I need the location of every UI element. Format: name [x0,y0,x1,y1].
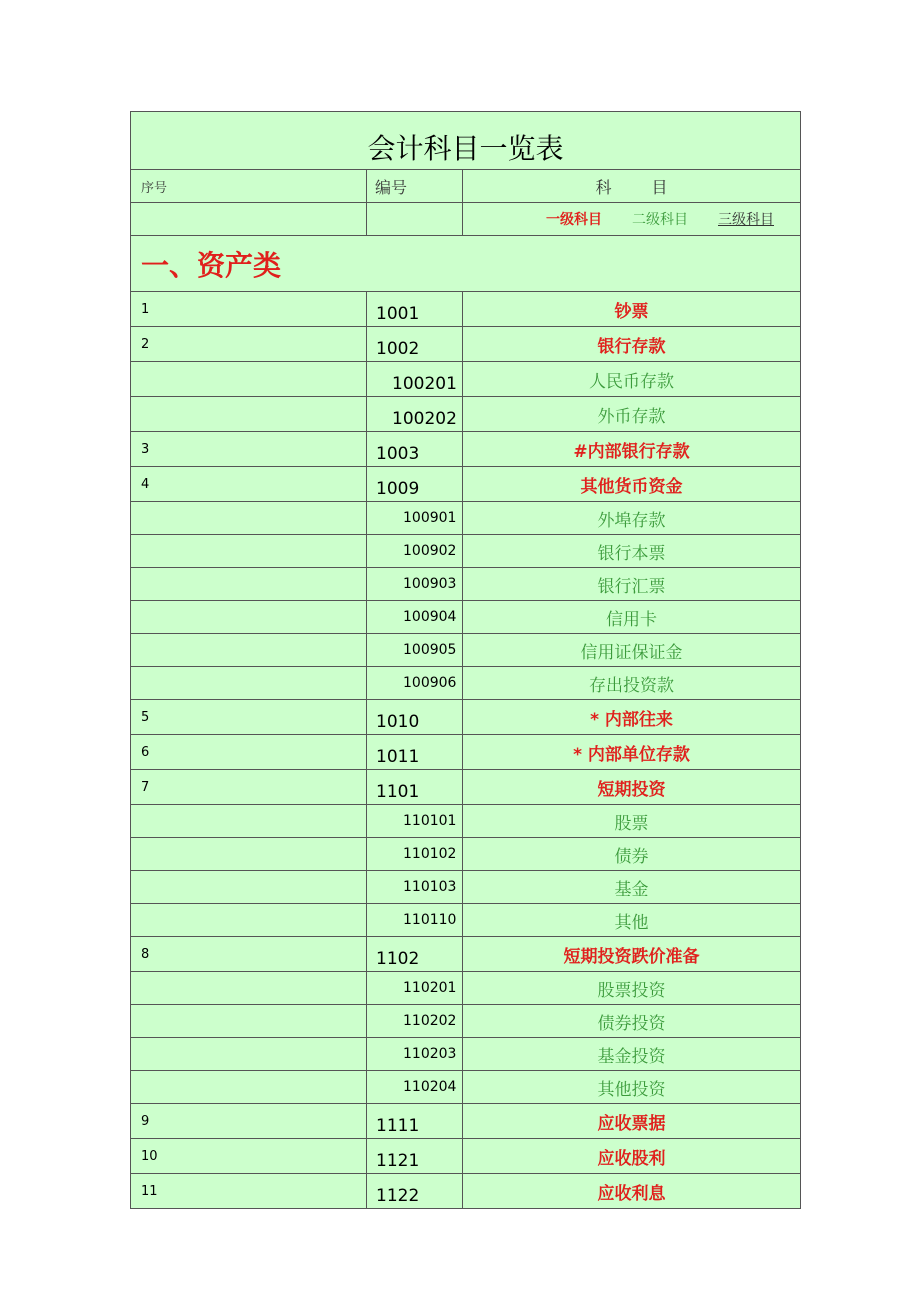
row-seq [131,667,367,700]
row-name: * 内部单位存款 [463,735,801,770]
row-code: 1003 [367,432,463,467]
row-code: 110201 [367,972,463,1005]
row-name: 银行本票 [463,535,801,568]
legend-level1: 一级科目 [546,212,602,228]
row-name: 其他 [463,904,801,937]
row-code: 1102 [367,937,463,972]
row-code: 110202 [367,1005,463,1038]
row-name: #内部银行存款 [463,432,801,467]
table-row [131,805,801,838]
row-name: 债券投资 [463,1005,801,1038]
table-row [131,1038,801,1071]
row-name: 外埠存款 [463,502,801,535]
table-row [131,535,801,568]
header-name-part2: 目 [651,177,668,197]
row-seq [131,972,367,1005]
table-row [131,700,801,735]
table-row [131,1005,801,1038]
title-row [131,112,801,170]
row-seq: 3 [131,432,367,467]
row-seq: 4 [131,467,367,502]
row-name: * 内部往来 [463,700,801,735]
header-code: 编号 [367,170,463,203]
table-row [131,1104,801,1139]
table-row [131,937,801,972]
row-seq [131,535,367,568]
header-name [463,170,801,203]
row-code: 100902 [367,535,463,568]
row-name: 存出投资款 [463,667,801,700]
row-name: 股票 [463,805,801,838]
table-row [131,568,801,601]
row-name: 应收利息 [463,1174,801,1209]
table-row [131,770,801,805]
row-name: 外币存款 [463,397,801,432]
row-code: 110204 [367,1071,463,1104]
table-row [131,634,801,667]
table-row [131,502,801,535]
table-row [131,972,801,1005]
page-title: 会计科目一览表 [131,112,801,170]
table-row [131,432,801,467]
row-seq: 2 [131,327,367,362]
table-row [131,1071,801,1104]
table-row [131,1174,801,1209]
row-name: 短期投资 [463,770,801,805]
header-name-part1: 科 [595,177,612,197]
legend-level2: 二级科目 [632,212,688,228]
section-row [131,236,801,292]
row-name: 人民币存款 [463,362,801,397]
row-name: 基金投资 [463,1038,801,1071]
row-name: 其他货币资金 [463,467,801,502]
row-code: 1111 [367,1104,463,1139]
table-row [131,735,801,770]
row-code: 100903 [367,568,463,601]
row-code: 100906 [367,667,463,700]
table-row [131,871,801,904]
row-name: 其他投资 [463,1071,801,1104]
table-row [131,327,801,362]
header-seq: 序号 [131,170,367,203]
row-code: 1101 [367,770,463,805]
legend [463,203,801,236]
table-row [131,904,801,937]
legend-row [131,203,801,236]
row-name: 基金 [463,871,801,904]
row-name: 银行存款 [463,327,801,362]
row-code: 1121 [367,1139,463,1174]
row-seq: 5 [131,700,367,735]
table-row [131,362,801,397]
row-seq: 11 [131,1174,367,1209]
row-code: 100901 [367,502,463,535]
row-seq [131,362,367,397]
row-seq [131,805,367,838]
row-seq: 7 [131,770,367,805]
row-seq [131,871,367,904]
row-seq [131,838,367,871]
row-code: 1011 [367,735,463,770]
row-code: 1001 [367,292,463,327]
row-seq [131,601,367,634]
row-code: 1002 [367,327,463,362]
row-code: 110102 [367,838,463,871]
row-code: 100202 [367,397,463,432]
row-seq [131,1071,367,1104]
row-name: 债券 [463,838,801,871]
row-name: 钞票 [463,292,801,327]
table-row [131,667,801,700]
row-code: 110203 [367,1038,463,1071]
row-code: 110110 [367,904,463,937]
row-seq [131,1005,367,1038]
table-row [131,467,801,502]
row-seq: 6 [131,735,367,770]
row-name: 信用证保证金 [463,634,801,667]
row-seq [131,904,367,937]
row-code: 1010 [367,700,463,735]
row-seq [131,1038,367,1071]
row-code: 1122 [367,1174,463,1209]
row-name: 股票投资 [463,972,801,1005]
section-title: 一、资产类 [131,236,801,292]
legend-empty-seq [131,203,367,236]
legend-level3: 三级科目 [718,212,774,228]
row-seq: 10 [131,1139,367,1174]
row-name: 应收票据 [463,1104,801,1139]
row-seq: 1 [131,292,367,327]
row-code: 110101 [367,805,463,838]
row-seq [131,568,367,601]
table-row [131,601,801,634]
row-seq [131,502,367,535]
row-name: 短期投资跌价准备 [463,937,801,972]
row-code: 100201 [367,362,463,397]
table-row [131,1139,801,1174]
table-row [131,838,801,871]
row-seq: 8 [131,937,367,972]
row-code: 1009 [367,467,463,502]
legend-empty-code [367,203,463,236]
row-name: 信用卡 [463,601,801,634]
header-row [131,170,801,203]
account-table [130,111,801,1209]
row-name: 银行汇票 [463,568,801,601]
table-row [131,292,801,327]
row-code: 110103 [367,871,463,904]
row-seq [131,634,367,667]
row-seq: 9 [131,1104,367,1139]
row-code: 100904 [367,601,463,634]
row-seq [131,397,367,432]
row-code: 100905 [367,634,463,667]
row-name: 应收股利 [463,1139,801,1174]
table-row [131,397,801,432]
